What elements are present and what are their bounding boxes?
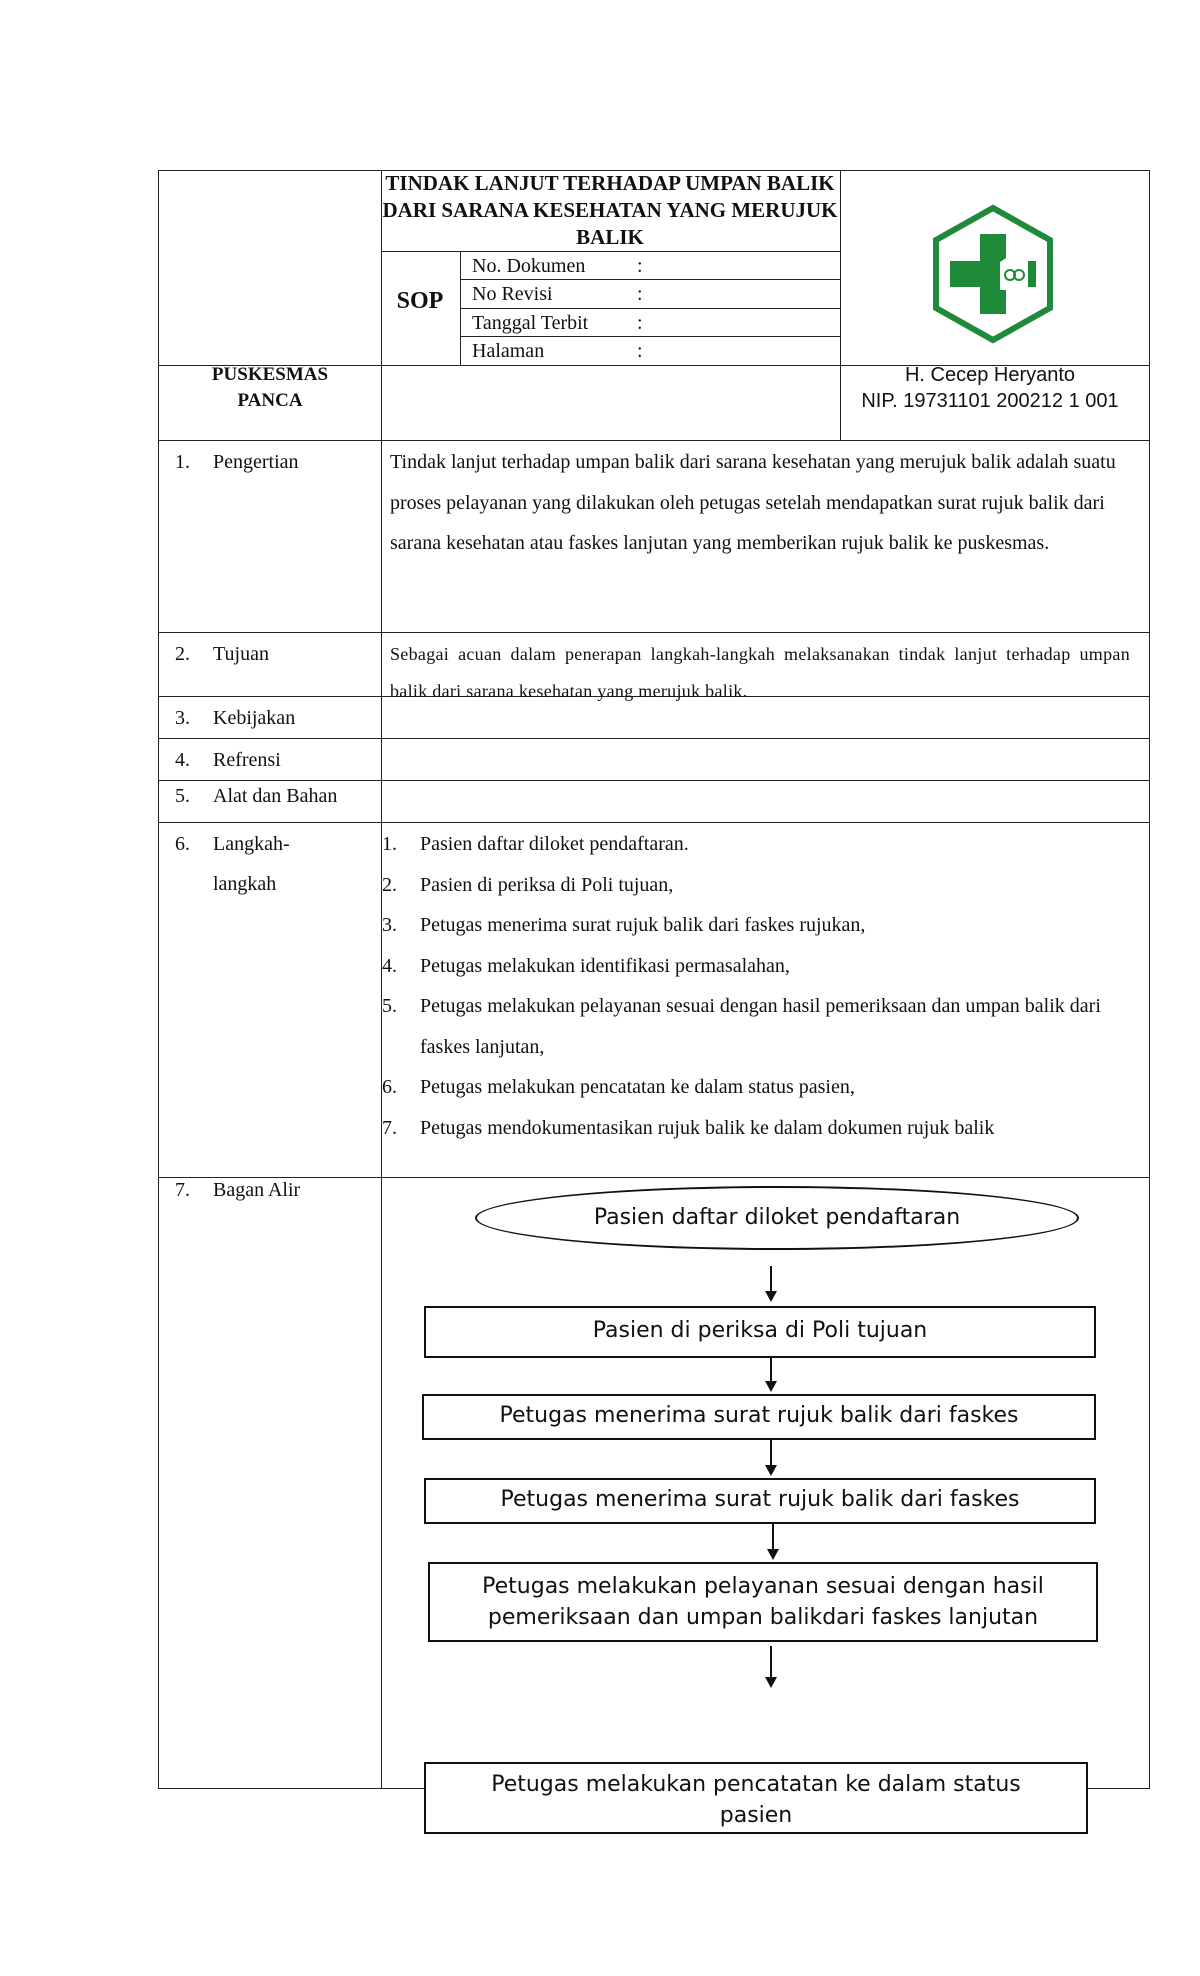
section-number: 1. [175,451,190,473]
table-border-left [158,170,159,1788]
section-label-pengertian [175,442,299,482]
flow-box-terima-surat-2: Petugas menerima surat rujuk balik dari faskes [424,1478,1096,1524]
row-separator-6 [158,1177,1150,1178]
flow-box-line-2: pemeriksaan dan umpan balikdari faskes lanjutan [487,1605,1039,1630]
meta-row-no-dokumen [472,253,832,279]
step-text: Pasien daftar diloket pendaftaran. [420,833,689,855]
sop-label: SOP [396,288,444,314]
section-title: Bagan Alir [213,1179,301,1201]
table-border-right [1149,170,1150,1788]
meta-label: No. Dokumen [472,255,586,277]
list-item [382,946,1137,987]
list-item [382,824,1137,865]
flow-box-line-1: Petugas melakukan pencatatan ke dalam status [491,1772,1021,1797]
meta-colon: : [637,283,643,305]
flow-box-line-2: pasien [719,1803,793,1828]
step-number: 2. [382,873,397,896]
meta-line-1 [460,279,840,280]
list-item [382,1067,1137,1108]
institution-line-2: PANCA [237,390,303,411]
puskesmas-logo-icon [928,204,1058,344]
flow-box-terima-surat-1: Petugas menerima surat rujuk balik dari faskes [422,1394,1096,1440]
meta-row-no-revisi [472,281,832,307]
section-title: Refrensi [213,749,281,771]
row-separator-1 [158,632,1150,633]
section-title: Alat dan Bahan [213,785,338,807]
flow-box-line-1: Petugas melakukan pelayanan sesuai dengan hasil [482,1574,1044,1599]
section-label-alat-bahan [175,776,337,816]
document-title: TINDAK LANJUT TERHADAP UMPAN BALIK DARI SARANA KESEHATAN YANG MERUJUK BALIK [382,171,838,249]
step-number: 1. [382,833,397,855]
flow-arrow-1 [770,1266,772,1300]
section-label-kebijakan [175,698,295,738]
header-bottom-line [158,440,1150,441]
section-label-langkah [175,824,290,904]
signatory-name: H. Cecep Heryanto [904,364,1076,386]
flow-box-pencatatan [424,1762,1088,1834]
section-number: 3. [175,707,190,729]
step-number: 4. [382,954,397,977]
list-item [382,905,1137,946]
flow-arrow-5 [770,1646,772,1686]
flow-arrow-3 [770,1440,772,1474]
flow-arrow-4 [772,1524,774,1558]
meta-colon: : [637,312,643,334]
signatory-nip: NIP. 19731101 200212 1 001 [861,390,1119,412]
step-text: Petugas menerima surat rujuk balik dari faskes rujukan, [420,914,866,936]
step-text: Pasien di periksa di Poli tujuan, [420,873,674,896]
meta-label: Tanggal Terbit [472,312,589,334]
step-text: Petugas melakukan pencatatan ke dalam status pasien, [420,1076,855,1098]
section-title: Langkah- [213,833,290,855]
row-separator-5 [158,822,1150,823]
meta-line-2 [460,308,840,309]
section-number: 6. [175,833,190,855]
pengertian-text: Tindak lanjut terhadap umpan balik dari sarana kesehatan yang merujuk balik adalah suatu proses pelayanan yang dilakukan oleh petugas setelah mendapatkan surat rujuk balik dari sarana kesehatan atau faskes lanjutan yang memberikan rujuk balik ke puskesmas. [390,451,1116,554]
list-item [382,986,1137,1067]
meta-row-halaman [472,338,832,364]
list-item [382,865,1137,906]
section-number: 5. [175,785,190,807]
flow-arrow-2 [770,1358,772,1390]
step-number: 7. [382,1116,397,1139]
section-label-referensi [175,740,281,780]
meta-label: No Revisi [472,283,553,305]
step-text: Petugas mendokumentasikan rujuk balik ke dalam dokumen rujuk balik [420,1116,995,1139]
list-item [382,1108,1137,1149]
tujuan-text: Sebagai acuan dalam penerapan langkah-langkah melaksanakan tindak lanjut terhadap umpan balik dari sarana kesehatan yang merujuk balik. [390,644,1130,701]
institution-line-1: PUSKESMAS [211,364,329,385]
section-number: 2. [175,643,190,665]
signatory [840,362,1140,414]
step-number: 5. [382,995,397,1017]
step-number: 6. [382,1076,397,1098]
section-title: Tujuan [213,643,269,665]
meta-colon: : [637,340,643,362]
meta-colon: : [637,255,643,277]
section-title: Kebijakan [213,707,296,729]
flow-start-ellipse: Pasien daftar diloket pendaftaran [475,1186,1079,1250]
section-label-bagan-alir [175,1170,300,1210]
title-bottom-line [381,251,840,252]
section-title: Pengertian [213,451,299,473]
meta-row-tanggal-terbit [472,310,832,336]
section-number: 7. [175,1179,190,1201]
step-text: Petugas melakukan pelayanan sesuai dengan hasil pemeriksaan dan umpan balik dari faskes lanjutan, [420,995,1101,1058]
meta-label: Halaman [472,340,545,362]
section-label-tujuan [175,634,269,674]
section-number: 4. [175,749,190,771]
step-text: Petugas melakukan identifikasi permasalahan, [420,954,790,977]
meta-line-3 [460,336,840,337]
section-title-line-2: langkah [213,873,277,895]
row-separator-3 [158,738,1150,739]
flow-box-poli: Pasien di periksa di Poli tujuan [424,1306,1096,1358]
step-number: 3. [382,914,397,936]
flow-box-pelayanan [428,1562,1098,1642]
steps-list [382,824,1137,1148]
institution-name [160,362,380,414]
